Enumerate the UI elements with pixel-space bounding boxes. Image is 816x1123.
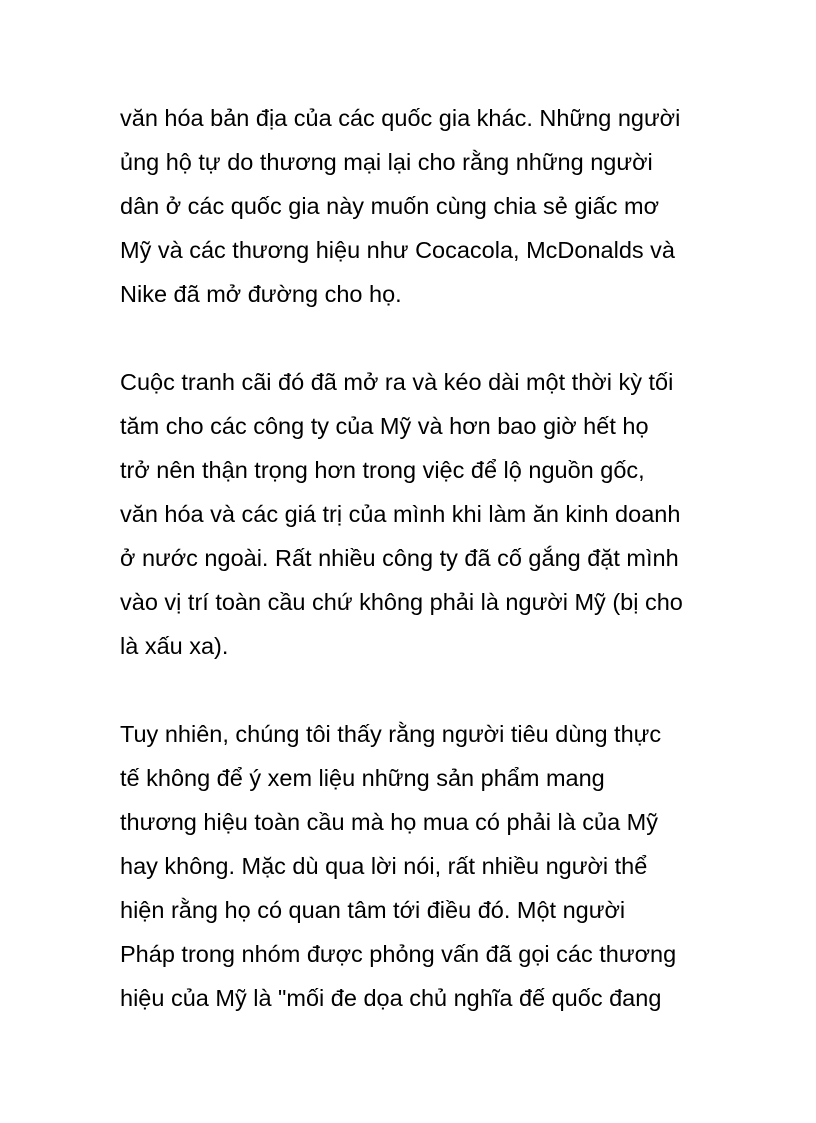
text-line: trở nên thận trọng hơn trong việc để lộ nguồn gốc, [120,457,645,483]
text-line: Mỹ và các thương hiệu như Cocacola, McDonalds và [120,237,675,263]
text-line: hiện rằng họ có quan tâm tới điều đó. Một người [120,897,626,923]
text-line: hay không. Mặc dù qua lời nói, rất nhiều người thể [120,853,648,879]
text-line: Tuy nhiên, chúng tôi thấy rằng người tiêu dùng thực [120,721,662,747]
text-line: dân ở các quốc gia này muốn cùng chia sẻ giấc mơ [120,193,659,219]
text-line: tăm cho các công ty của Mỹ và hơn bao giờ hết họ [120,413,649,439]
text-line: Pháp trong nhóm được phỏng vấn đã gọi các thương [120,941,677,967]
text-line: vào vị trí toàn cầu chứ không phải là người Mỹ (bị cho [120,589,683,615]
text-line: Cuộc tranh cãi đó đã mở ra và kéo dài một thời kỳ tối [120,369,674,395]
text-line: văn hóa bản địa của các quốc gia khác. Những người [120,105,681,131]
text-line: hiệu của Mỹ là "mối đe dọa chủ nghĩa đế quốc đang [120,985,662,1011]
text-line: tế không để ý xem liệu những sản phẩm mang [120,765,605,791]
text-line: là xấu xa). [120,633,229,659]
text-line: ủng hộ tự do thương mại lại cho rằng những người [120,149,653,175]
text-line: Nike đã mở đường cho họ. [120,281,402,307]
text-line: văn hóa và các giá trị của mình khi làm ăn kinh doanh [120,501,681,527]
text-line: thương hiệu toàn cầu mà họ mua có phải là của Mỹ [120,809,659,835]
text-line: ở nước ngoài. Rất nhiều công ty đã cố gắng đặt mình [120,545,679,571]
